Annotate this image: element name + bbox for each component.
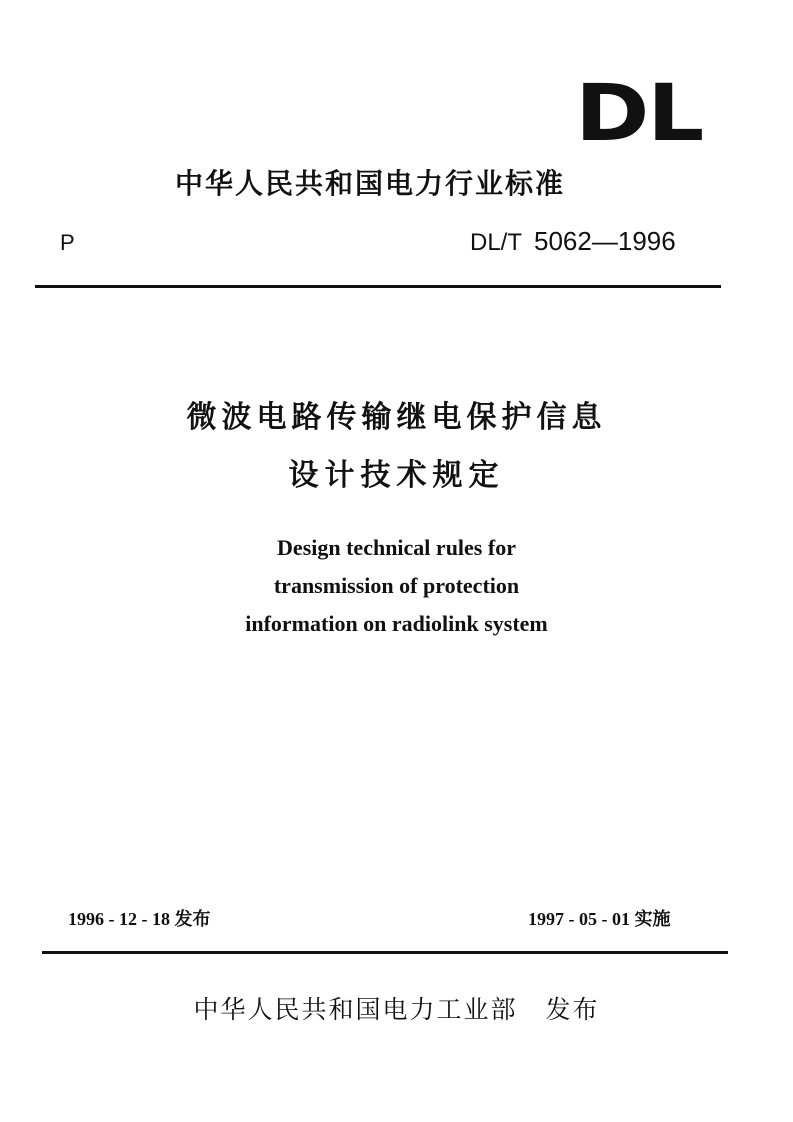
- standard-prefix: DL/T: [470, 229, 523, 256]
- standard-number: 5062—1996: [534, 226, 676, 256]
- title-en-line-3: information on radiolink system: [245, 611, 548, 636]
- issuer-verb: 发布: [545, 995, 600, 1024]
- title-en-line-2: transmission of protection: [273, 573, 520, 598]
- title-cn-line-2: 设计技术规定: [288, 458, 505, 493]
- bottom-divider: [42, 951, 728, 954]
- effective-date: 1997 - 05 - 01 实施: [528, 909, 671, 929]
- issuer: [0, 990, 793, 1026]
- industry-standard-label: 中华人民共和国电力行业标准: [175, 167, 566, 200]
- category-code: P: [60, 230, 75, 255]
- title-en-line-1: Design technical rules for: [277, 535, 516, 560]
- dl-logo: DL: [575, 69, 703, 159]
- title-cn-line-1: 微波电路传输继电保护信息: [186, 400, 607, 435]
- issuer-name: 中华人民共和国电力工业部: [193, 995, 518, 1024]
- standard-code: [470, 226, 676, 257]
- publish-date: 1996 - 12 - 18 发布: [68, 909, 211, 929]
- top-divider: [35, 285, 721, 288]
